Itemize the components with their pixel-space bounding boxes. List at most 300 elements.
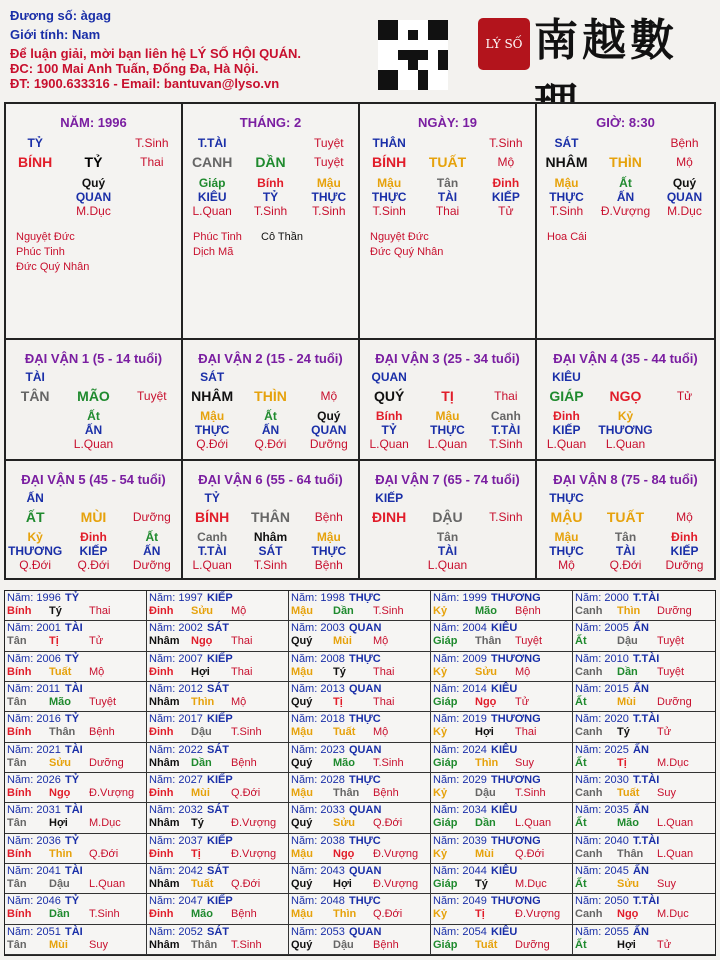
year-stage: Tử [657,938,672,951]
pillar-main-row-cell: CANH [191,154,233,170]
year-stem: Giáp [433,878,458,890]
dv-god-row-cell: TỶ [204,491,220,505]
year-label: Năm: 1998 [291,592,345,604]
year-cell [5,834,147,864]
year-label: Năm: 1996 [7,592,61,604]
pillar-god-row-cell: T.Sinh [489,136,523,150]
dv-main-row-cell: TÂN [20,388,50,404]
year-stage: Tử [515,696,530,708]
year-detail [575,726,713,739]
year-cell [431,773,573,803]
dv-hidden-row-cell: Nhâm [253,530,288,544]
dv-main-row-cell: Dưỡng [132,510,171,524]
hidden-stems-row-cell: Mậu [377,176,402,190]
pillar-main-row-cell: BÍNH [372,154,407,170]
year-label: Năm: 2029 [433,774,487,786]
year-detail [433,605,570,618]
year-cell [289,591,431,621]
year-detail [433,817,570,830]
year-branch: Tị [475,908,485,921]
year-label: Năm: 2017 [149,713,203,726]
year-label: Năm: 2004 [433,622,487,635]
year-god: TÀI [65,683,83,695]
dv-gods-row-cell: TÀI [615,544,636,558]
pillar-main-row-cell: NHÂM [545,154,588,170]
year-header [149,622,286,635]
year-detail [291,726,428,739]
pillar-god-row [360,136,535,150]
year-detail [433,939,570,952]
year-detail [291,787,428,800]
year-stem: Ất [575,696,587,708]
pillar-column [183,104,360,338]
year-stem: Mậu [291,787,313,799]
year-god: SÁT [207,622,229,635]
year-branch: Tị [191,847,201,860]
year-cell [573,591,715,621]
year-stem: Ất [575,756,587,769]
year-branch: Dậu [49,878,70,890]
dv-gods-row-cell: KIẾP [552,423,581,437]
year-header [291,865,428,878]
year-god: TỶ [65,652,80,665]
hidden-stems-row [6,176,181,190]
year-label: Năm: 2025 [575,743,629,756]
year-header [149,683,286,696]
year-god: TỶ [65,592,80,604]
year-stem: Quý [291,696,313,708]
dai-van-table [4,340,716,580]
year-branch: Mão [333,756,355,769]
dv-hidden-row-cell: Mậu [200,409,225,423]
dv-stage-row-cell: L.Quan [73,437,114,451]
dv-stage-row [537,437,714,451]
year-label: Năm: 2030 [575,774,629,786]
year-cell [147,894,289,924]
year-god: THƯƠNG [491,652,541,665]
year-stem: Ất [575,635,587,648]
year-god: KIẾP [207,713,233,726]
pillar-main-row [183,154,358,170]
hidden-stems-row [183,176,358,190]
year-branch: Sửu [333,817,356,830]
year-stem: Mậu [291,665,313,678]
year-detail [575,939,713,952]
year-detail [291,908,428,921]
year-label: Năm: 2050 [575,895,629,908]
year-stem: Canh [575,605,603,617]
dv-god-row [6,370,181,384]
year-stage: L.Quan [657,817,694,830]
year-branch: Sửu [617,878,640,890]
pillar-main-row-cell: DẦN [255,154,286,170]
year-cell [573,652,715,682]
dv-god-row-cell: SÁT [200,370,225,384]
year-header [433,774,570,787]
pillar-god-row-cell: T.TÀI [197,136,227,150]
year-label: Năm: 2049 [433,895,487,908]
star-item: Phúc Tinh [193,231,242,243]
year-detail [433,757,570,770]
year-stage: T.Sinh [231,726,262,739]
year-label: Năm: 2037 [149,834,203,847]
year-god: TÀI [65,865,83,877]
year-detail [433,696,570,709]
year-label: Năm: 2034 [433,804,487,817]
dv-gods-row-cell: SÁT [258,544,283,558]
year-god: QUAN [349,622,382,635]
year-stem: Bính [7,605,32,617]
year-header [7,592,144,605]
year-cell [147,834,289,864]
dv-god-row-cell: TÀI [25,370,45,384]
year-cell [147,773,289,803]
year-header [291,774,428,787]
gender-label: Giới tính: [10,27,69,42]
dv-stage-row-cell: Dưỡng [132,558,171,572]
dv-gods-row [360,544,535,558]
dv-hidden-row-cell: Ất [145,530,159,544]
year-stage: L.Quan [515,817,552,830]
year-stage: Dưỡng [657,605,692,617]
year-branch: Dậu [617,635,638,648]
year-cell [289,712,431,742]
year-label: Năm: 2020 [575,713,629,726]
year-cell [573,925,715,955]
dv-gods-row [537,423,714,437]
year-god: KIẾP [207,652,233,665]
year-header [433,926,570,939]
year-header [433,865,570,878]
year-detail [433,878,570,891]
dv-stage-row-cell: Q.Đới [196,437,229,451]
year-cell [147,803,289,833]
year-stage: Thai [373,665,395,678]
year-cell [289,803,431,833]
year-detail [7,908,144,921]
year-header [433,835,570,848]
year-cell [431,712,573,742]
dv-stage-row-cell: L.Quan [605,437,646,451]
year-branch: Dậu [191,726,212,739]
year-god: T.TÀI [633,652,660,665]
dv-stage-row-cell: Dưỡng [309,437,348,451]
year-branch: Tý [475,878,488,890]
dv-god-row [183,491,358,505]
year-branch: Tuất [333,726,356,739]
year-cell [573,712,715,742]
year-branch: Dậu [333,938,354,951]
dv-main-row-cell: TUẤT [606,509,645,525]
year-detail [433,635,570,648]
year-stage: Thai [231,665,253,678]
year-cell [5,743,147,773]
year-god: SÁT [207,925,229,938]
year-branch: Ngọ [49,787,71,799]
dai-van-cell [183,340,360,459]
year-header [575,895,713,908]
year-god: KIẾP [207,774,233,786]
year-label: Năm: 2021 [7,743,61,756]
year-header [291,926,428,939]
year-cell [5,925,147,955]
year-stage: Mộ [231,696,247,708]
year-detail [149,878,286,891]
dv-main-row [537,388,714,404]
year-stage: Suy [515,756,534,769]
dv-hidden-row-cell: Ất [264,409,277,423]
dv-stage-row-cell: L.Quan [546,437,587,451]
year-stem: Giáp [433,635,458,648]
year-label: Năm: 2007 [149,652,203,665]
year-branch: Dần [617,665,638,678]
year-stem: Kỷ [433,787,448,799]
dv-main-row-cell: GIÁP [549,388,584,404]
year-god: ẤN [633,743,649,756]
year-stage: Bệnh [373,787,399,799]
year-detail [291,817,428,830]
year-god: T.TÀI [633,774,660,786]
year-stage: L.Quan [657,847,694,860]
year-label: Năm: 2046 [7,895,61,908]
year-detail [7,666,144,679]
dv-main-row-cell: BÍNH [195,509,230,525]
year-stage: Suy [657,878,676,890]
year-god: THỰC [349,652,381,665]
year-stem: Quý [291,938,313,951]
year-branch: Thìn [475,756,499,769]
year-stage: Tuyệt [657,635,685,648]
year-stage: Mộ [373,726,389,739]
year-stage: Thai [89,605,111,617]
pillar-main-row-cell: THÌN [609,154,642,170]
hidden-stage-row-cell: T.Sinh [549,204,584,218]
year-label: Năm: 2054 [433,925,487,938]
year-stage: Đ.Vượng [89,787,135,799]
year-header [291,683,428,696]
year-detail [149,757,286,770]
year-label: Năm: 2041 [7,865,61,877]
dv-stage-row [360,437,535,451]
year-detail [149,666,286,679]
year-cell [289,682,431,712]
phone-email-line: ĐT: 1900.633316 - Email: bantuvan@lyso.vn [10,76,280,91]
gender-value: Nam [71,27,101,42]
year-detail [7,878,144,891]
owner-value: àgag [80,8,112,23]
year-cell [573,682,715,712]
star-item: Dịch Mã [193,246,234,258]
year-label: Năm: 2006 [7,652,61,665]
dv-god-row [537,370,714,384]
year-cell [289,925,431,955]
year-header [149,774,286,787]
year-label: Năm: 2011 [7,683,60,695]
dv-hidden-row-cell: Canh [197,530,228,544]
hidden-stems-row-cell: Mậu [554,176,579,190]
year-detail [291,666,428,679]
dv-main-row-cell: DẬU [432,509,463,525]
year-cell [147,925,289,955]
dv-main-row-cell: MÃO [77,388,110,404]
special-stars [16,230,181,275]
year-label: Năm: 2012 [149,683,203,695]
year-branch: Thìn [191,696,215,708]
year-cell [573,803,715,833]
pillar-god-row [6,136,181,150]
dv-stage-row-cell: T.Sinh [489,437,523,451]
year-detail [291,696,428,709]
year-god: TỶ [65,834,80,847]
year-detail [291,635,428,648]
year-stem: Đinh [149,847,174,860]
special-stars [547,230,714,245]
year-stage: Thai [515,726,537,739]
year-detail [149,635,286,648]
year-branch: Thân [617,847,644,860]
year-stem: Ất [575,817,587,830]
dv-god-row [183,370,358,384]
year-header [575,744,713,757]
year-stem: Giáp [433,817,458,830]
dv-stage-row-cell: Q.Đới [254,437,287,451]
dv-hidden-row [6,409,181,423]
year-header [575,835,713,848]
year-label: Năm: 2019 [433,713,487,726]
year-cell [147,591,289,621]
year-label: Năm: 2013 [291,683,345,695]
year-cell [431,743,573,773]
year-stem: Mậu [291,847,313,860]
year-stage: Mộ [515,665,531,678]
year-label: Năm: 2042 [149,865,203,877]
year-stem: Giáp [433,696,458,708]
year-stem: Đinh [149,787,174,799]
year-cell [289,834,431,864]
pillar-column [6,104,183,338]
dv-main-row-cell: QUÝ [373,388,405,404]
year-god: QUAN [349,865,382,877]
hidden-stems-row-cell: Ất [619,176,632,190]
year-branch: Thìn [333,908,357,921]
dv-hidden-row-cell: Đinh [671,530,698,544]
year-stem: Ất [575,938,587,951]
year-stem: Kỷ [433,847,448,860]
year-stem: Quý [291,635,313,648]
dv-god-row-cell: KIẾP [375,491,404,505]
dv-gods-row [6,544,181,558]
year-label: Năm: 2047 [149,895,203,908]
year-stage: Đ.Vượng [231,817,277,830]
year-label: Năm: 2014 [433,683,487,695]
year-branch: Thân [475,635,502,648]
year-label: Năm: 2024 [433,743,487,756]
year-stage: Q.Đới [231,878,261,890]
dv-gods-row-cell: ẤN [143,544,161,558]
year-detail [149,726,286,739]
year-god: ẤN [633,622,649,635]
dv-main-row-cell: Tử [676,389,693,403]
year-stem: Mậu [291,605,313,617]
hidden-stage-row-cell: T.Sinh [312,204,346,218]
hidden-stage-row-cell: Tử [498,204,514,218]
special-stars [193,230,358,260]
year-header [575,926,713,939]
year-header [575,713,713,726]
year-cell [431,925,573,955]
year-god: TÀI [65,743,83,756]
year-cell [147,712,289,742]
dv-gods-row [183,423,358,437]
dv-gods-row-cell: ẤN [84,423,103,437]
year-cell [5,803,147,833]
year-stem: Đinh [149,665,174,678]
hidden-stage-row [537,204,714,218]
dv-hidden-row-cell: Mậu [554,530,579,544]
dv-god-row [537,491,714,505]
dv-main-row-cell: Mộ [320,389,338,403]
year-stem: Nhâm [149,635,180,648]
year-god: TÀI [65,925,83,938]
dv-gods-row [6,423,181,437]
year-header [7,774,144,787]
year-branch: Tị [617,756,627,769]
dv-main-row-cell: MẬU [550,509,583,525]
hidden-gods-row-cell: THỰC [371,190,407,204]
hidden-stage-row [183,204,358,218]
year-label: Năm: 2018 [291,713,345,726]
year-label: Năm: 2052 [149,925,203,938]
year-header [575,804,713,817]
dv-stage-row-cell: Q.Đới [19,558,52,572]
pillar-main-row [360,154,535,170]
year-god: TỶ [65,713,80,726]
dv-gods-row-cell: TÀI [437,544,458,558]
year-branch: Sửu [475,665,498,678]
year-stem: Tân [7,696,27,708]
year-header [7,683,144,696]
year-detail [149,939,286,952]
year-stem: Đinh [149,605,174,617]
year-god: TỶ [65,774,80,786]
year-header [7,895,144,908]
year-stem: Bính [7,908,32,921]
year-branch: Mùi [333,635,352,648]
dv-god-row-cell: ẤN [26,491,44,505]
year-stage: Dưỡng [89,756,124,769]
dai-van-cell [6,340,183,459]
year-stem: Tân [7,756,27,769]
dv-hidden-row [183,409,358,423]
header-info [10,8,301,95]
year-god: SÁT [207,804,229,817]
hidden-gods-row [537,190,714,204]
dv-gods-row [183,544,358,558]
year-header [149,744,286,757]
year-header [149,865,286,878]
year-detail [575,635,713,648]
year-stage: Đ.Vượng [373,878,419,890]
pillar-god-row [537,136,714,150]
year-detail [291,878,428,891]
year-stage: T.Sinh [373,756,404,769]
year-god: ẤN [633,865,649,877]
hidden-gods-row-cell: THỰC [311,190,347,204]
dv-gods-row-cell: THỰC [430,423,465,437]
year-label: Năm: 2038 [291,834,345,847]
year-label: Năm: 2044 [433,865,487,877]
hidden-stage-row-cell: M.Dục [76,204,111,218]
